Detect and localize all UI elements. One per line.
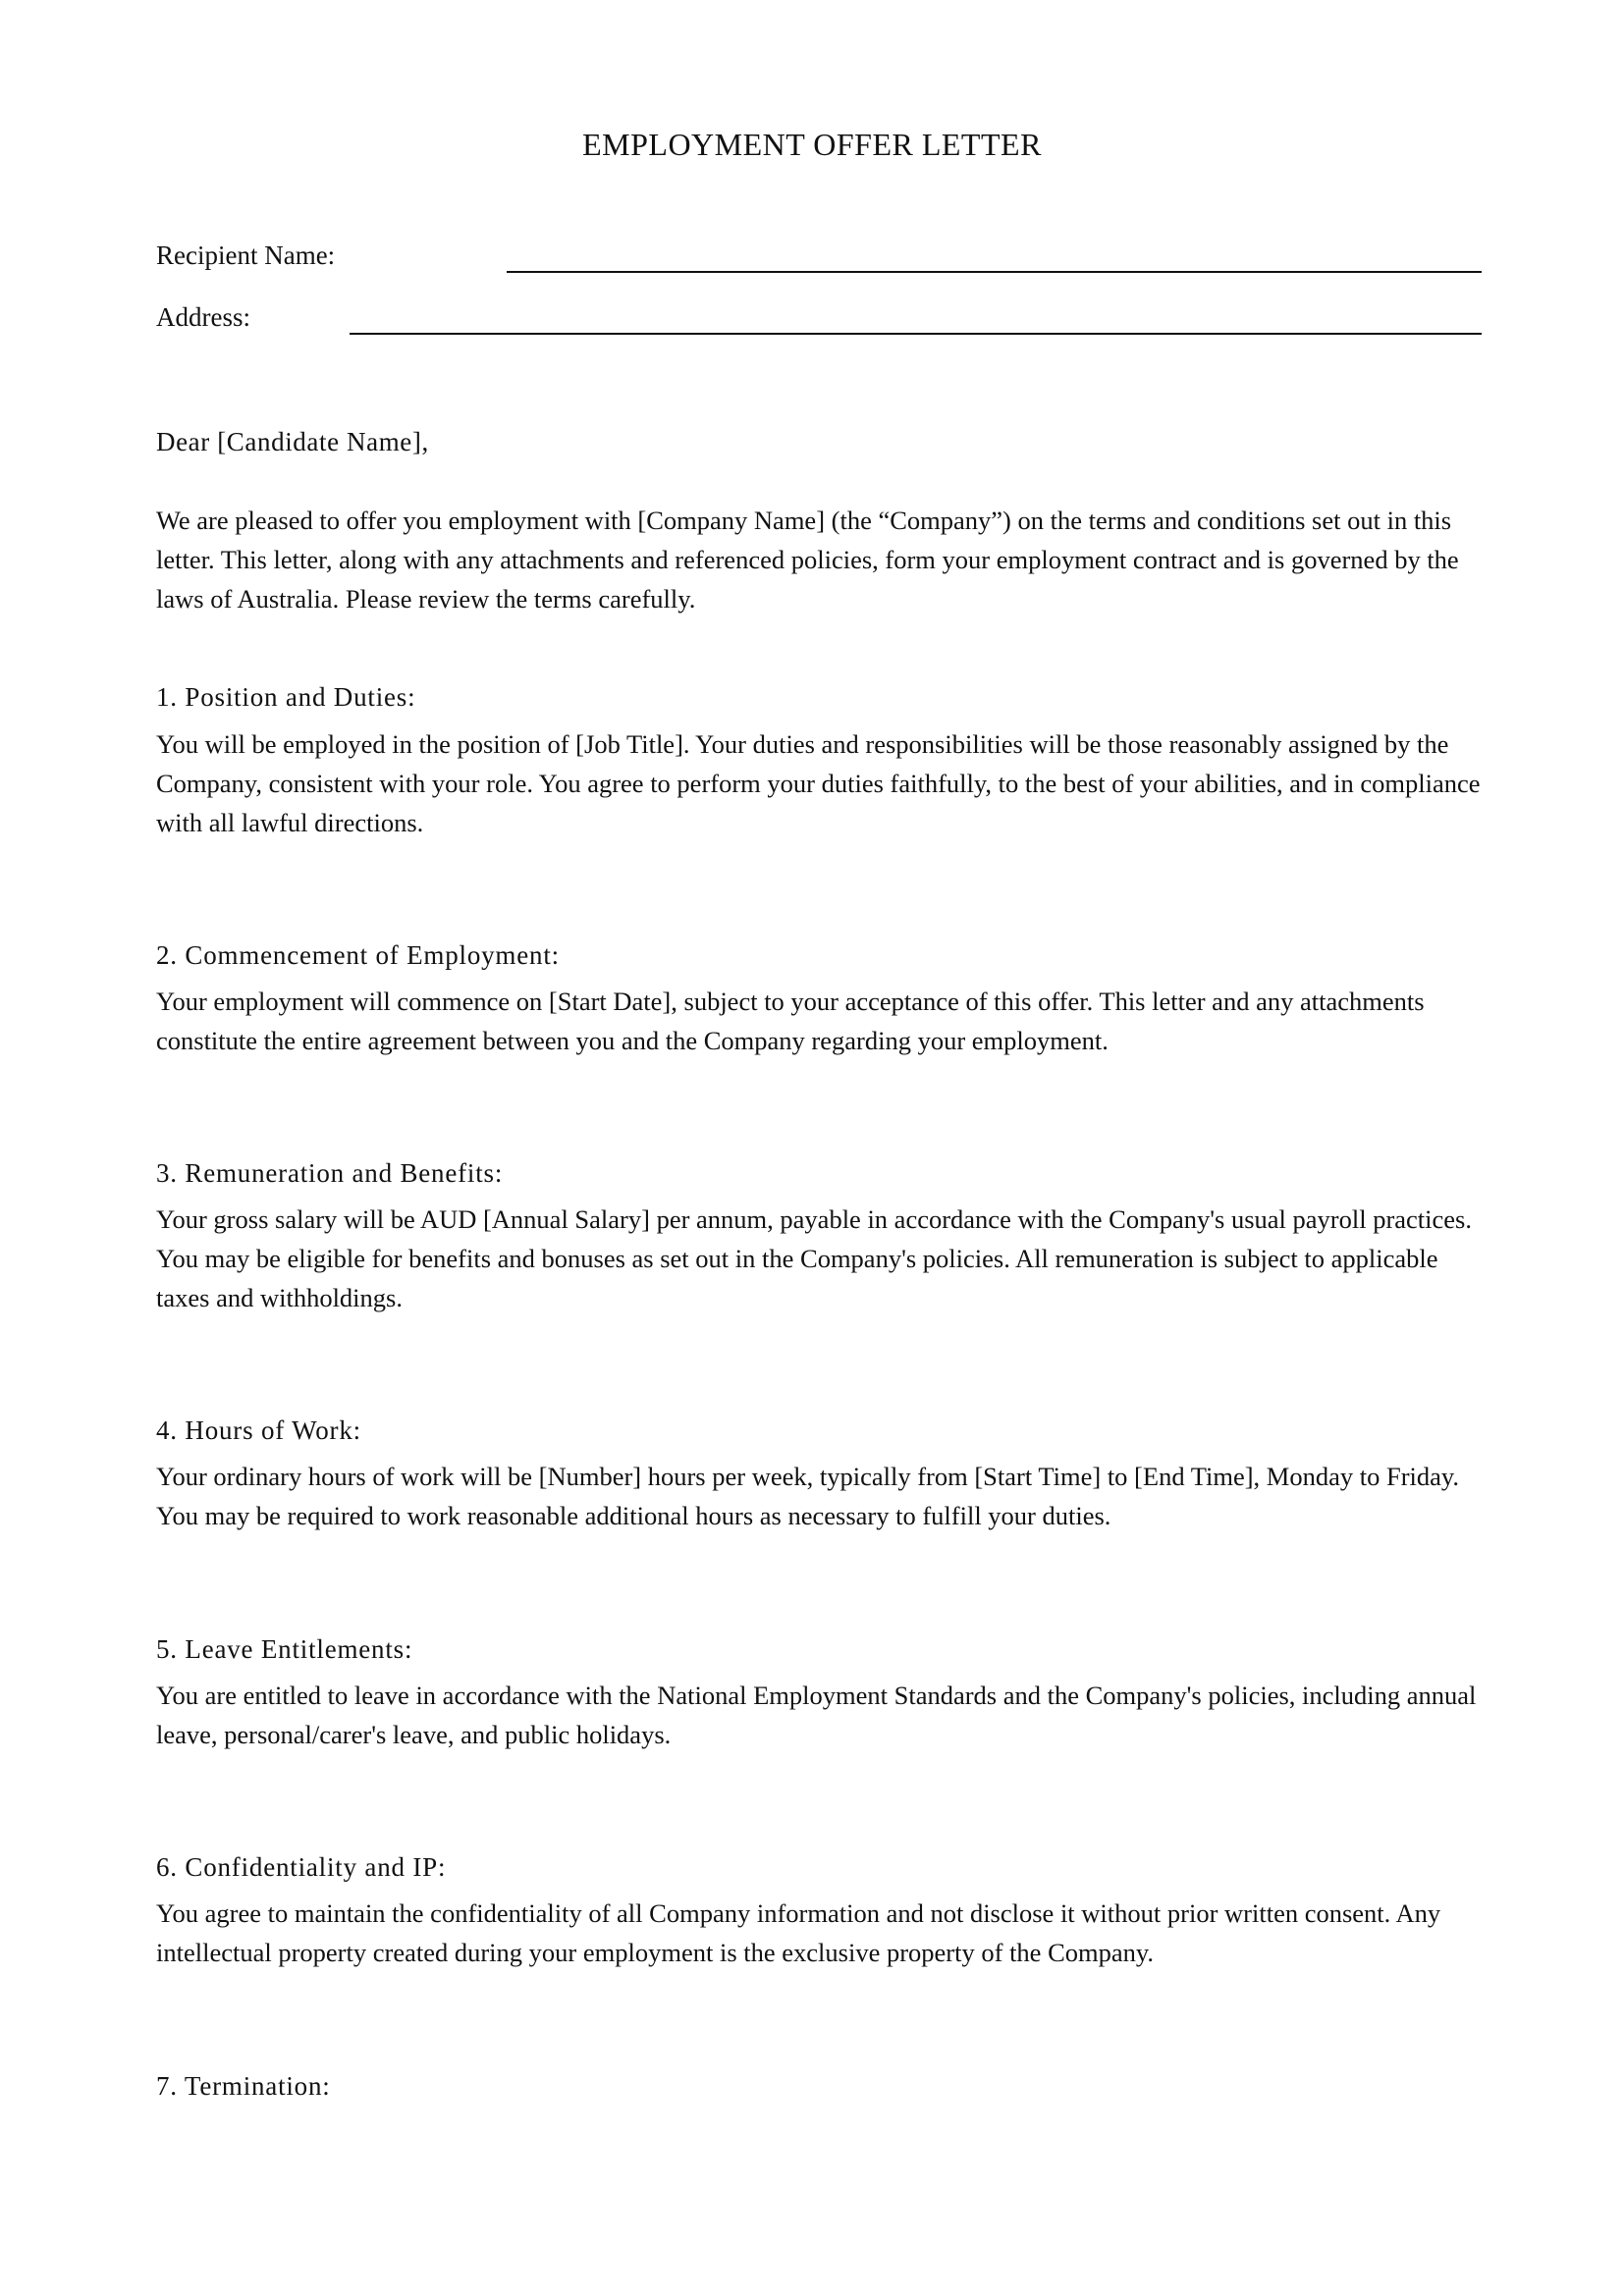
section-body-hours: Your ordinary hours of work will be [Number] hours per week, typically from [Start Time] to [End Time], Monday to Friday. You may be required to work reasonable additional hours as necessary to fulfill your duties.: [156, 1462, 1460, 1530]
section-heading-remuneration: 3. Remuneration and Benefits:: [156, 1158, 504, 1188]
section-body-remuneration: Your gross salary will be AUD [Annual Salary] per annum, payable in accordance with the Company's usual payroll practices. You may be eligible for benefits and bonuses as set out in the Company's policies. All remuneration is subject to applicable taxes and withholdings.: [156, 1204, 1472, 1312]
recipient-name-line[interactable]: [507, 271, 1482, 273]
document-title: EMPLOYMENT OFFER LETTER: [582, 127, 1042, 162]
section-heading-commencement: 2. Commencement of Employment:: [156, 940, 560, 970]
address-label: Address:: [156, 302, 250, 332]
intro-paragraph: We are pleased to offer you employment with [Company Name] (the “Company”) on the terms and conditions set out in this letter. This letter, along with any attachments and referenced policies, form your employment contract and is governed by the laws of Australia. Please review the terms carefully.: [156, 506, 1459, 614]
section-body-position: You will be employed in the position of [Job Title]. Your duties and responsibilities will be those reasonably assigned by the Company, consistent with your role. You agree to perform your duties faithfully, to the best of your abilities, and in compliance with all lawful directions.: [156, 729, 1481, 837]
section-body-leave: You are entitled to leave in accordance with the National Employment Standards and the Company's policies, including annual leave, personal/carer's leave, and public holidays.: [156, 1681, 1477, 1749]
section-heading-confidentiality: 6. Confidentiality and IP:: [156, 1852, 447, 1882]
section-heading-position: 1. Position and Duties:: [156, 682, 416, 712]
section-heading-hours: 4. Hours of Work:: [156, 1415, 361, 1445]
recipient-name-label: Recipient Name:: [156, 240, 336, 270]
section-body-commencement: Your employment will commence on [Start Date], subject to your acceptance of this offer. This letter and any attachments constitute the entire agreement between you and the Company regarding your employment.: [156, 987, 1425, 1055]
section-body-confidentiality: You agree to maintain the confidentiality of all Company information and not disclose it without prior written consent. Any intellectual property created during your employment is the exclusive property of the Company.: [156, 1898, 1441, 1967]
section-heading-termination: 7. Termination:: [156, 2071, 331, 2101]
salutation: Dear [Candidate Name],: [156, 427, 429, 456]
section-heading-leave: 5. Leave Entitlements:: [156, 1634, 413, 1664]
address-line[interactable]: [350, 333, 1482, 335]
recipient-name-field: [156, 236, 1482, 275]
address-field: [156, 297, 1482, 337]
